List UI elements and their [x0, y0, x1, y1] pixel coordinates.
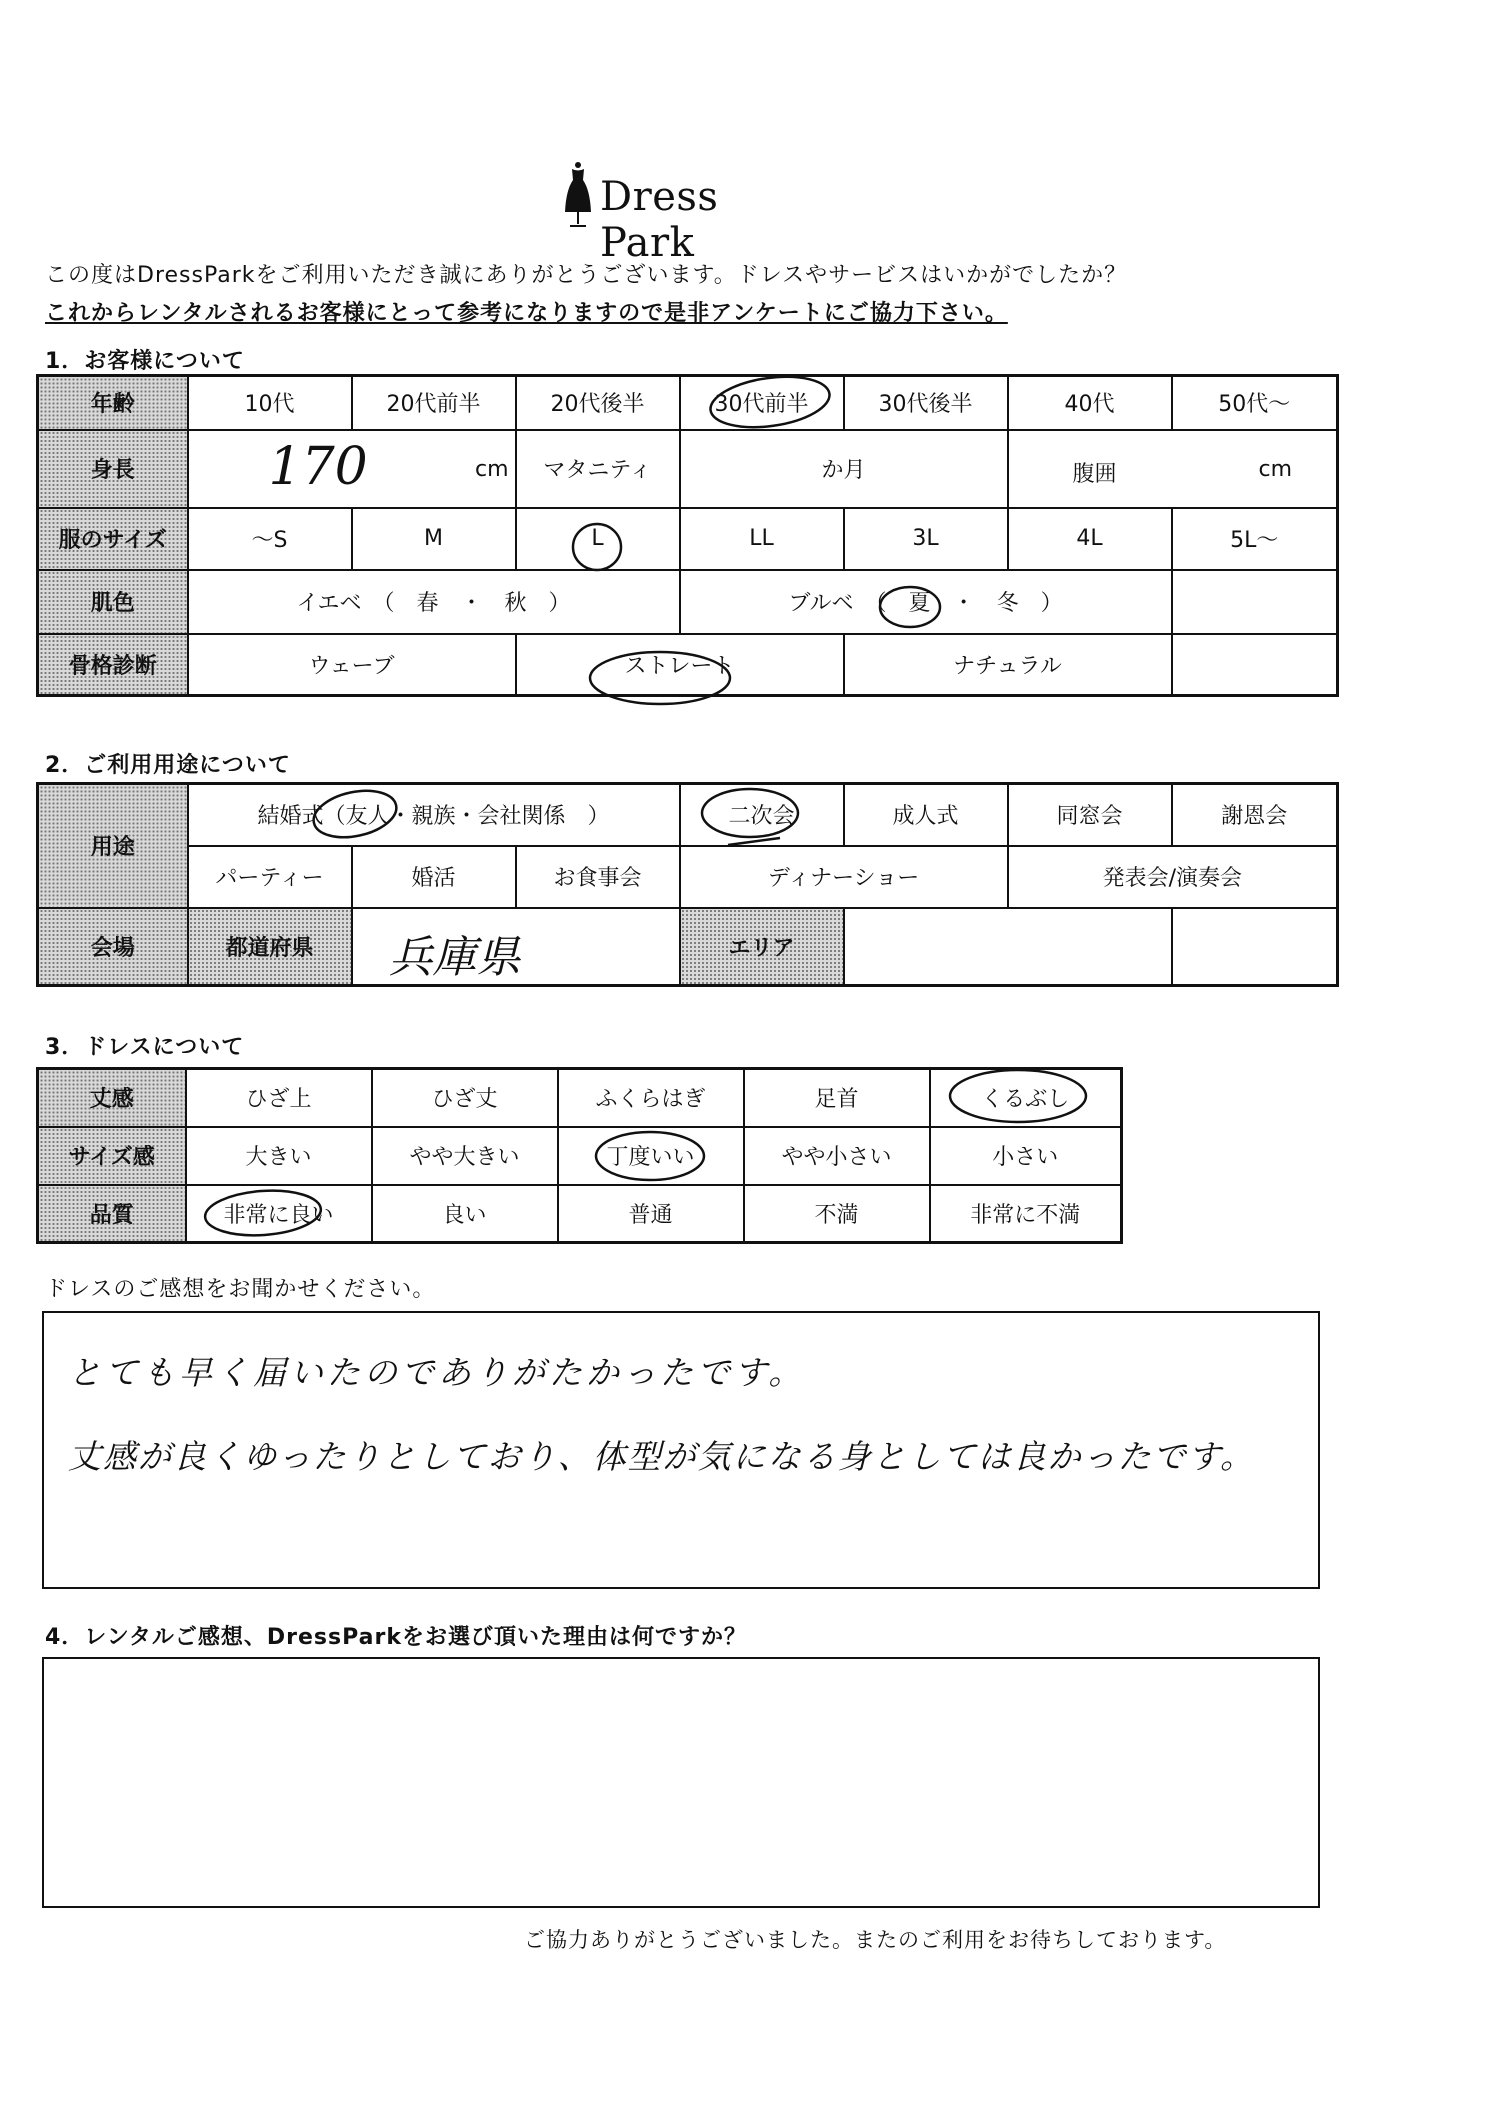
size-option[interactable]: 4L	[1008, 508, 1172, 570]
fit-option[interactable]: 大きい	[186, 1127, 372, 1185]
dress-form-icon	[560, 160, 596, 230]
height-field[interactable]	[188, 430, 516, 508]
purpose-option[interactable]: パーティー	[188, 846, 352, 908]
reason-textarea[interactable]	[42, 1657, 1320, 1908]
size-option[interactable]: 5L～	[1172, 508, 1338, 570]
footer-thanks: ご協力ありがとうございました。またのご利用をお待ちしております。	[524, 1928, 1227, 1952]
size-option[interactable]: 3L	[844, 508, 1008, 570]
impressions-line-2: 丈感が良くゆったりとしており、体型が気になる身としては良かったです。	[68, 1437, 1256, 1476]
area-label: エリア	[680, 908, 844, 986]
waist-field[interactable]	[1008, 430, 1338, 508]
skin-open: （	[875, 591, 887, 616]
fit-label: サイズ感	[38, 1127, 186, 1185]
skin-summer-selected[interactable]: 夏	[908, 591, 931, 616]
blank-cell	[1172, 634, 1338, 696]
fit-option[interactable]: やや大きい	[372, 1127, 558, 1185]
quality-label: 品質	[38, 1185, 186, 1243]
prefecture-label: 都道府県	[188, 908, 352, 986]
age-option[interactable]: 50代～	[1172, 376, 1338, 430]
size-option[interactable]: LL	[680, 508, 844, 570]
size-option-selected[interactable]: L	[516, 508, 680, 570]
skin-blue-option[interactable]	[680, 570, 1172, 634]
age-label: 年齢	[38, 376, 188, 430]
brand-logo	[560, 160, 800, 266]
skin-label: 肌色	[38, 570, 188, 634]
fit-option[interactable]: 小さい	[930, 1127, 1122, 1185]
frame-label: 骨格診断	[38, 634, 188, 696]
length-option-selected[interactable]: くるぶし	[930, 1069, 1122, 1127]
waist-label: 腹囲	[1072, 461, 1117, 487]
waist-unit: cm	[1258, 456, 1293, 482]
impressions-textarea[interactable]	[42, 1311, 1320, 1589]
age-option[interactable]: 10代	[188, 376, 352, 430]
dress-table	[36, 1067, 1123, 1244]
purpose-table	[36, 782, 1339, 987]
size-label: 服のサイズ	[38, 508, 188, 570]
length-option[interactable]: 足首	[744, 1069, 930, 1127]
purpose-label: 用途	[38, 784, 188, 908]
purpose-option[interactable]: 婚活	[352, 846, 516, 908]
height-label: 身長	[38, 430, 188, 508]
length-label: 丈感	[38, 1069, 186, 1127]
height-unit: cm	[474, 456, 509, 482]
section-1-title: 1．お客様について	[45, 349, 245, 374]
age-option[interactable]: 30代後半	[844, 376, 1008, 430]
prefecture-field[interactable]	[352, 908, 680, 986]
intro-request: これからレンタルされるお客様にとって参考になりますので是非アンケートにご協力下さい。	[45, 301, 1008, 326]
quality-option[interactable]: 非常に不満	[930, 1185, 1122, 1243]
impressions-prompt: ドレスのご感想をお聞かせください。	[45, 1277, 436, 1302]
wedding-friend-selected[interactable]: 友人	[345, 804, 390, 830]
wedding-label: 結婚式	[257, 804, 324, 830]
frame-option[interactable]: ウェーブ	[188, 634, 516, 696]
area-field[interactable]	[844, 908, 1172, 986]
purpose-option[interactable]: お食事会	[516, 846, 680, 908]
age-option[interactable]: 20代後半	[516, 376, 680, 430]
impressions-line-1: とても早く届いたのでありがたかったです。	[68, 1353, 806, 1392]
customer-table	[36, 374, 1339, 697]
wedding-open: （	[323, 804, 346, 830]
fit-option-selected[interactable]: 丁度いい	[558, 1127, 744, 1185]
length-option[interactable]: ひざ丈	[372, 1069, 558, 1127]
wedding-rest[interactable]: 親族・会社関係 ）	[411, 804, 610, 830]
quality-option-selected[interactable]: 非常に良い	[186, 1185, 372, 1243]
section-2-title: 2．ご利用用途について	[45, 753, 291, 778]
purpose-option[interactable]: 同窓会	[1008, 784, 1172, 846]
frame-option[interactable]: ナチュラル	[844, 634, 1172, 696]
wedding-option[interactable]: 結婚式（友人・親族・会社関係 ）	[188, 784, 680, 846]
purpose-option[interactable]: 成人式	[844, 784, 1008, 846]
skin-dot: ・	[952, 591, 975, 616]
age-option[interactable]: 40代	[1008, 376, 1172, 430]
quality-option[interactable]: 普通	[558, 1185, 744, 1243]
purpose-option[interactable]: ディナーショー	[680, 846, 1008, 908]
length-option[interactable]: ひざ上	[186, 1069, 372, 1127]
height-value: 170	[268, 436, 368, 497]
maternity-label: マタニティ	[516, 430, 680, 508]
age-option-selected[interactable]: 30代前半	[680, 376, 844, 430]
skin-winter[interactable]: 冬	[996, 591, 1019, 616]
intro-text: この度はDressParkをご利用いただき誠にありがとうございます。ドレスやサービスはいかがでしたか？	[45, 263, 1128, 288]
quality-option[interactable]: 良い	[372, 1185, 558, 1243]
purpose-option[interactable]: 発表会/演奏会	[1008, 846, 1338, 908]
skin-blue-prefix: ブルベ	[788, 591, 854, 616]
age-option[interactable]: 20代前半	[352, 376, 516, 430]
blank-cell	[1172, 908, 1338, 986]
skin-yellow-option[interactable]: イエベ （ 春 ・ 秋 ）	[188, 570, 680, 634]
section-3-title: 3．ドレスについて	[45, 1035, 245, 1060]
size-option[interactable]: M	[352, 508, 516, 570]
prefecture-value: 兵庫県	[388, 931, 521, 983]
size-option[interactable]: ～S	[188, 508, 352, 570]
blank-cell	[1172, 570, 1338, 634]
quality-option[interactable]: 不満	[744, 1185, 930, 1243]
maternity-months[interactable]: か月	[680, 430, 1008, 508]
purpose-option[interactable]: 謝恩会	[1172, 784, 1338, 846]
length-option[interactable]: ふくらはぎ	[558, 1069, 744, 1127]
section-4-title: 4．レンタルご感想、DressParkをお選び頂いた理由は何ですか？	[45, 1625, 747, 1650]
fit-option[interactable]: やや小さい	[744, 1127, 930, 1185]
skin-close: ）	[1040, 591, 1063, 616]
purpose-option-selected[interactable]: 二次会	[680, 784, 844, 846]
frame-option-selected[interactable]: ストレート	[516, 634, 844, 696]
venue-label: 会場	[38, 908, 188, 986]
logo-text: Dress Park	[600, 174, 719, 266]
